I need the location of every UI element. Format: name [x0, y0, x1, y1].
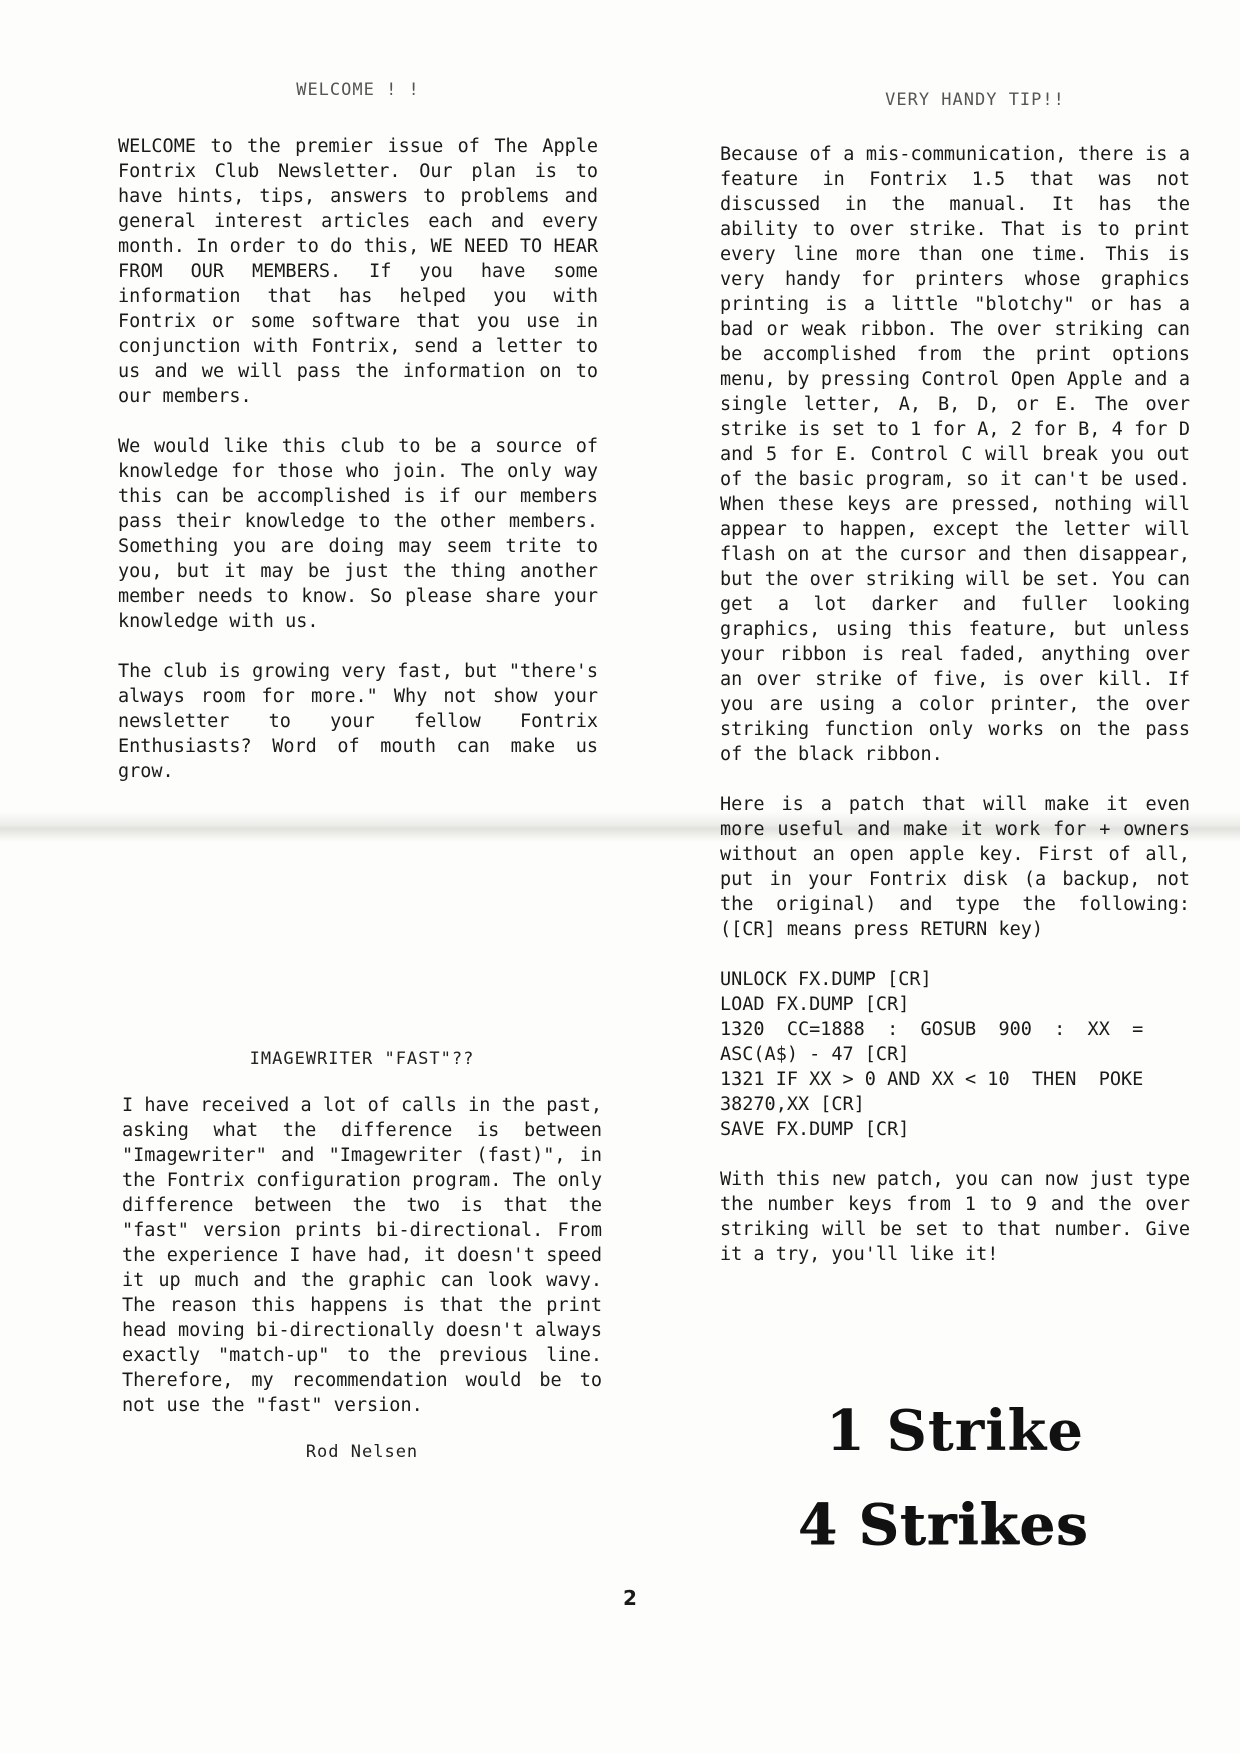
patch-code-block	[720, 967, 1190, 1142]
code-line: 1321 IF XX > 0 AND XX < 10 THEN POKE	[720, 1069, 1144, 1090]
tip-paragraph-2: Here is a patch that will make it even more useful and make it work for + owners without an open apple key. First of all, put in your Fontrix disk (a backup, not the original) and type the following: ([CR] means press RETURN key)	[720, 794, 1190, 940]
imagewriter-paragraph: I have received a lot of calls in the past, asking what the difference is between "Imagewriter" and "Imagewriter (fast)", in the Fontrix configuration program. The only difference between the two is that the "fast" version prints bi-directional. From the experience I have had, it doesn't speed it up much and the graphic can look wavy. The reason this happens is that the print head moving bi-directionally doesn't always exactly "match-up" to the previous line. Therefore, my recommendation would be to not use the "fast" version.	[122, 1095, 602, 1416]
right-column	[720, 90, 1190, 1267]
tip-paragraph-3: With this new patch, you can now just type the number keys from 1 to 9 and the over striking will be set to that number. Give it a try, you'll like it!	[720, 1169, 1190, 1265]
left-column-bottom	[122, 1049, 602, 1462]
tip-heading: VERY HANDY TIP!!	[885, 90, 1065, 110]
welcome-heading: WELCOME ! !	[296, 80, 420, 100]
code-line: UNLOCK FX.DUMP [CR]	[720, 969, 932, 990]
page-number: 2	[623, 1586, 637, 1610]
code-line: SAVE FX.DUMP [CR]	[720, 1119, 910, 1140]
author-name: Rod Nelsen	[305, 1442, 419, 1462]
left-column-top	[118, 80, 598, 784]
welcome-paragraph-1: WELCOME to the premier issue of The Apple Fontrix Club Newsletter. Our plan is to have hints, tips, answers to problems and general interest articles each and every month. In order to do this, WE NEED TO HEAR FROM OUR MEMBERS. If you have some information that has helped you with Fontrix or some software that you use in conjunction with Fontrix, send a letter to us and we will pass the information on to our members.	[118, 136, 598, 407]
code-line: LOAD FX.DUMP [CR]	[720, 994, 910, 1015]
welcome-paragraph-2: We would like this club to be a source of knowledge for those who join. The only way this can be accomplished is if our members pass their knowledge to the other members. Something you are doing may seem trite to you, but it may be just the thing another member needs to know. So please share your knowledge with us.	[118, 436, 598, 632]
code-line: 1320 CC=1888 : GOSUB 900 : XX =	[720, 1019, 1144, 1040]
imagewriter-heading: IMAGEWRITER "FAST"??	[249, 1049, 475, 1069]
code-line: 38270,XX [CR]	[720, 1094, 865, 1115]
welcome-paragraph-3: The club is growing very fast, but "there's always room for more." Why not show your newsletter to your fellow Fontrix Enthusiasts? Word of mouth can make us grow.	[118, 661, 598, 782]
sample-1-strike: 1 Strike	[826, 1398, 1084, 1464]
tip-paragraph-1: Because of a mis-communication, there is a feature in Fontrix 1.5 that was not discussed in the manual. It has the ability to over strike. That is to print every line more than one time. This is very handy for printers whose graphics printing is a little "blotchy" or has a bad or weak ribbon. The over striking can be accomplished from the print options menu, by pressing Control Open Apple and a single letter, A, B, D, or E. The over strike is set to 1 for A, 2 for B, 4 for D and 5 for E. Control C will break you out of the basic program, so it can't be used. When these keys are pressed, nothing will appear to happen, except the letter will flash on at the cursor and then disappear, but the over striking will be set. You can get a lot darker and fuller looking graphics, using this feature, but unless your ribbon is real faded, anything over an over strike of five, is over kill. If you are using a color printer, the over striking function only works on the pass of the black ribbon.	[720, 144, 1190, 765]
code-line: ASC(A$) - 47 [CR]	[720, 1044, 910, 1065]
sample-4-strikes: 4 Strikes	[798, 1492, 1089, 1558]
